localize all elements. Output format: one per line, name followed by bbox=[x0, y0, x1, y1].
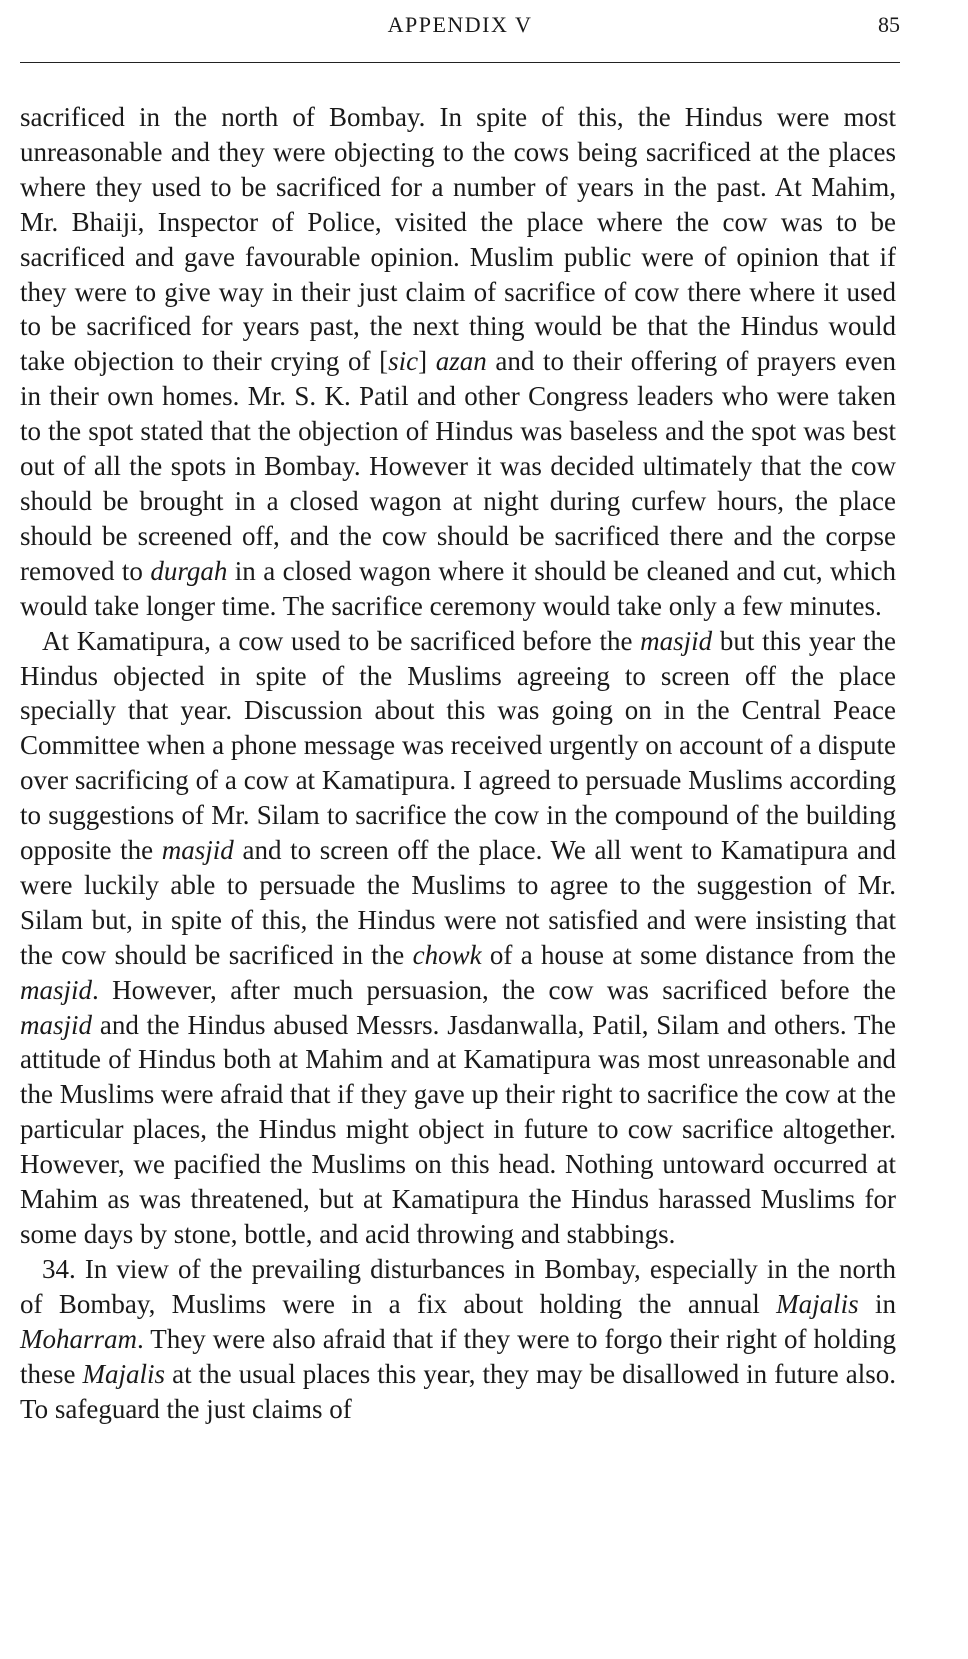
running-head bbox=[20, 12, 900, 42]
text-run: ] bbox=[418, 346, 436, 377]
italic-term: sic bbox=[388, 346, 419, 377]
text-run: of a house at some distance from the bbox=[481, 939, 896, 970]
text-run: sacrificed in the north of Bombay. In spite of this, the Hindus were most unreasonable and they were objecting to the cows being sacrificed at the places where they used to be sacrificed for a number of years in the past. At Mahim, Mr. Bhaiji, Inspector of Police, visited the place where the cow was to be sacrificed and gave favourable opinion. Muslim public were of opinion that if they were to give way in their just claim of sacrifice of cow there where it used to be sacrificed for years past, the next thing would be that the Hindus would take objection to their crying of [ bbox=[20, 102, 896, 377]
italic-term: Majalis bbox=[776, 1288, 859, 1319]
italic-term: masjid bbox=[161, 835, 234, 866]
header-rule bbox=[20, 62, 900, 63]
body-text bbox=[20, 100, 896, 1426]
italic-term: masjid bbox=[20, 974, 93, 1005]
text-run: . They were also afraid that if they were to forgo their right of holding these bbox=[20, 1323, 896, 1389]
text-run: but this year the Hindus objected in spite of the Muslims agreeing to screen off the place specially that year. Discussion about this was going on in the Central Peace Committee when a phone message was received urgently on account of a dispute over sacrificing of a cow at Kamatipura. I agreed to persuade Muslims according to suggestions of Mr. Silam to sacrifice the cow in the compound of the building opposite the bbox=[20, 625, 896, 866]
text-run: and to screen off the place. We all went to Kamatipura and were luckily able to persuade the Muslims to agree to the suggestion of Mr. Silam but, in spite of this, the Hindus were not satisfied and were insisting that the cow should be sacrificed in the bbox=[20, 835, 896, 970]
italic-term: Moharram bbox=[20, 1323, 138, 1354]
paragraph-1 bbox=[20, 100, 896, 624]
italic-term: masjid bbox=[640, 625, 713, 656]
text-run: in a closed wagon where it should be cleaned and cut, which would take longer time. The sacrifice ceremony would take only a few minutes. bbox=[20, 555, 896, 621]
page-number: 85 bbox=[878, 12, 900, 37]
italic-term: azan bbox=[435, 346, 487, 377]
italic-term: chowk bbox=[412, 939, 482, 970]
text-run: in bbox=[858, 1288, 896, 1319]
text-run: and the Hindus abused Messrs. Jasdanwalla, Patil, Silam and others. The attitude of Hindus both at Mahim and at Kamatipura was most unreasonable and the Muslims were afraid that if they gave up their right to sacrifice the cow at the particular places, the Hindus might object in future to cow sacrifice altogether. However, we pacified the Muslims on this head. Nothing untoward occurred at Mahim as was threatened, but at Kamatipura the Hindus harassed Muslims for some days by stone, bottle, and acid throwing and stabbings. bbox=[20, 1009, 896, 1249]
text-run: 34. In view of the prevailing disturbances in Bombay, especially in the north of Bombay, Muslims were in a fix about holding the annual bbox=[20, 1253, 896, 1319]
paragraph-3 bbox=[20, 1252, 896, 1427]
running-title: APPENDIX V bbox=[387, 12, 533, 37]
italic-term: Majalis bbox=[82, 1358, 166, 1389]
text-run: At Kamatipura, a cow used to be sacrificed before the bbox=[42, 625, 641, 656]
text-run: at the usual places this year, they may be disallowed in future also. To safeguard the just claims of bbox=[20, 1358, 896, 1424]
text-run: and to their offering of prayers even in their own homes. Mr. S. K. Patil and other Congress leaders who were taken to the spot stated that the objection of Hindus was baseless and the spot was best out of all the spots in Bombay. However it was decided ultimately that the cow should be brought in a closed wagon at night during curfew hours, the place should be screened off, and the cow should be sacrificed there and the corpse removed to bbox=[20, 346, 896, 586]
text-run: . However, after much persuasion, the cow was sacrificed before the bbox=[92, 974, 896, 1005]
italic-term: masjid bbox=[20, 1009, 93, 1040]
italic-term: durgah bbox=[150, 555, 228, 586]
paragraph-2 bbox=[20, 624, 896, 1252]
